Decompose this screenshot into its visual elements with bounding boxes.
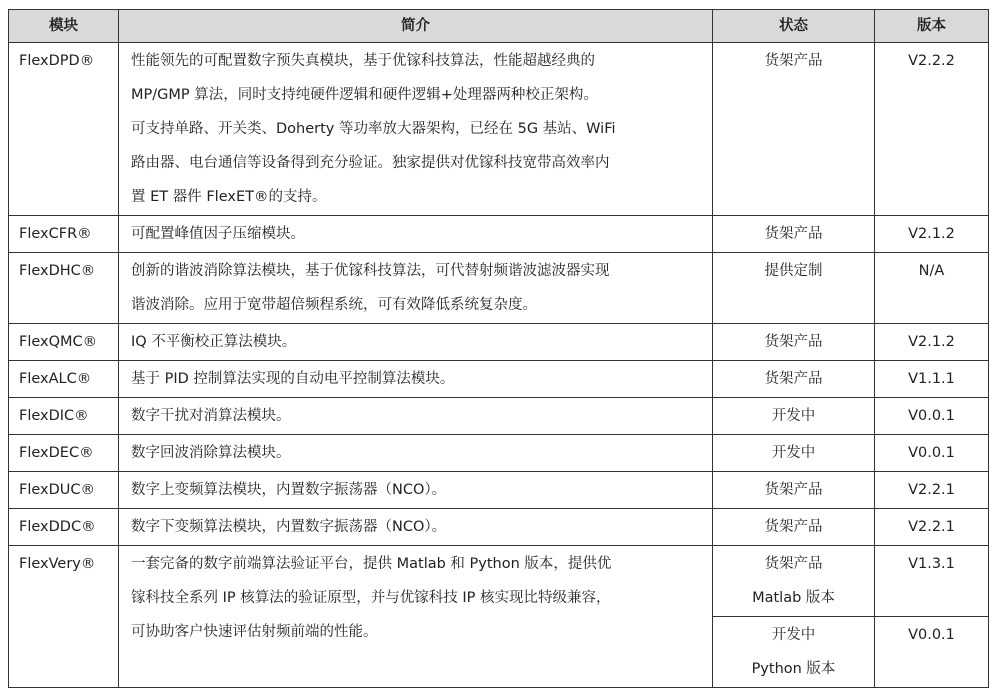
module-version: V2.1.2 [875,324,989,361]
module-status: 货架产品 [713,509,875,546]
module-name: FlexDHC® [9,253,119,324]
status-line: 货架产品 [764,556,823,572]
module-status: 货架产品 [713,216,875,253]
table-row [9,398,989,435]
table-row [9,324,989,361]
module-description [119,253,713,324]
module-status: 货架产品 [713,472,875,509]
module-name: FlexCFR® [9,216,119,253]
module-status: 提供定制 [713,253,875,324]
module-status [713,546,875,617]
header-status: 状态 [713,10,875,43]
module-version: V2.2.1 [875,509,989,546]
table-row [9,43,989,216]
table-row [9,253,989,324]
module-description [119,435,713,472]
module-name: FlexDUC® [9,472,119,509]
description-line: 谐波消除。应用于宽带超倍频程系统，可有效降低系统复杂度。 [131,297,537,313]
module-version: V2.1.2 [875,216,989,253]
description-line: 可协助客户快速评估射频前端的性能。 [131,624,378,640]
module-status: 货架产品 [713,43,875,216]
status-line: Matlab 版本 [752,590,835,606]
module-name: FlexDDC® [9,509,119,546]
header-description: 简介 [119,10,713,43]
module-version: V1.1.1 [875,361,989,398]
module-name: FlexDPD® [9,43,119,216]
table-row [9,509,989,546]
module-status [713,617,875,688]
module-name: FlexALC® [9,361,119,398]
module-description [119,509,713,546]
module-version: V1.3.1 [875,546,989,617]
module-description [119,216,713,253]
product-table [8,9,989,688]
description-line: 性能领先的可配置数字预失真模块，基于优镓科技算法，性能超越经典的 [131,53,595,69]
module-status: 货架产品 [713,361,875,398]
description-line: 数字下变频算法模块，内置数字振荡器（NCO）。 [131,519,447,535]
module-version: V2.2.2 [875,43,989,216]
module-status: 货架产品 [713,324,875,361]
module-description [119,398,713,435]
description-line: 可配置峰值因子压缩模块。 [131,226,305,242]
module-description [119,546,713,688]
description-line: 基于 PID 控制算法实现的自动电平控制算法模块。 [131,371,455,387]
description-line: 路由器、电台通信等设备得到充分验证。独家提供对优镓科技宽带高效率内 [131,155,610,171]
description-line: 数字上变频算法模块，内置数字振荡器（NCO）。 [131,482,447,498]
description-line: 创新的谐波消除算法模块，基于优镓科技算法，可代替射频谐波滤波器实现 [131,263,610,279]
description-line: 数字干扰对消算法模块。 [131,408,291,424]
description-line: 镓科技全系列 IP 核算法的验证原型，并与优镓科技 IP 核实现比特级兼容， [131,590,611,606]
module-version: V0.0.1 [875,398,989,435]
table-row [9,216,989,253]
status-line: 开发中 [771,627,816,643]
description-line: MP/GMP 算法，同时支持纯硬件逻辑和硬件逻辑+处理器两种校正架构。 [131,87,598,103]
module-version: V0.0.1 [875,435,989,472]
module-name: FlexDEC® [9,435,119,472]
module-name: FlexVery® [9,546,119,688]
header-row [9,10,989,43]
module-description [119,361,713,398]
status-line: Python 版本 [751,661,836,677]
module-version: N/A [875,253,989,324]
module-status: 开发中 [713,398,875,435]
description-line: 置 ET 器件 FlexET®的支持。 [131,189,327,205]
table-row [9,546,989,617]
header-module: 模块 [9,10,119,43]
module-version: V0.0.1 [875,617,989,688]
module-version: V2.2.1 [875,472,989,509]
module-description [119,472,713,509]
table-row [9,361,989,398]
module-status: 开发中 [713,435,875,472]
description-line: 数字回波消除算法模块。 [131,445,291,461]
module-name: FlexQMC® [9,324,119,361]
header-version: 版本 [875,10,989,43]
module-name: FlexDIC® [9,398,119,435]
table-row [9,472,989,509]
module-description [119,43,713,216]
module-description [119,324,713,361]
description-line: IQ 不平衡校正算法模块。 [131,334,297,350]
description-line: 可支持单路、开关类、Doherty 等功率放大器架构，已经在 5G 基站、WiFi [131,121,616,137]
description-line: 一套完备的数字前端算法验证平台，提供 Matlab 和 Python 版本，提供优 [131,556,612,572]
table-row [9,435,989,472]
